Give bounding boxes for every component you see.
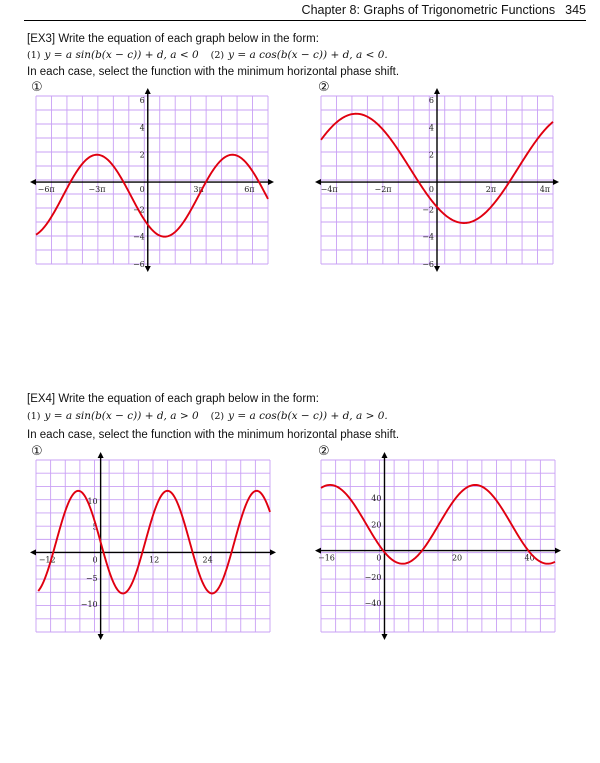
y-tick-label: −4 [132, 232, 145, 242]
grid [36, 460, 270, 632]
x-tick-label: 40 [524, 553, 535, 563]
x-axis-arrow-left [30, 549, 36, 555]
y-axis-arrow-up [381, 452, 387, 458]
ex4-instruction: In each case, select the function with the minimum horizontal phase shift. [27, 429, 400, 441]
y-tick-label: 4 [139, 123, 145, 133]
y-tick-label: 10 [87, 497, 98, 507]
ex3-form2: y = a cos(b(x − c)) + d, a < 0. [228, 49, 388, 61]
curve [38, 491, 270, 594]
y-tick-label: 20 [371, 520, 382, 530]
x-tick-label: 2π [485, 185, 497, 195]
curve [36, 155, 268, 237]
x-tick-label: 4π [539, 185, 551, 195]
x-tick-label: −4π [320, 185, 338, 195]
y-tick-label: 4 [428, 123, 434, 133]
y-tick-label: 2 [139, 150, 145, 160]
x-tick-label: −16 [317, 553, 335, 563]
x-tick-label: 0 [376, 553, 382, 563]
x-axis-arrow-right [555, 548, 561, 554]
y-axis-arrow-down [145, 266, 151, 272]
x-axis-arrow-left [30, 179, 36, 185]
page-header [302, 3, 586, 17]
y-tick-label: −6 [422, 260, 434, 269]
y-axis-arrow-down [381, 634, 387, 640]
y-tick-label: 6 [428, 96, 434, 106]
ex4-form2-tag: (2) [210, 411, 225, 422]
ex3-forms [27, 49, 388, 61]
x-tick-label: −12 [38, 555, 56, 565]
ex3-form1-tag: (1) [27, 50, 41, 61]
x-tick-label: −2π [374, 185, 392, 195]
page-number: 345 [565, 3, 586, 17]
ex3-graph2-label: ② [318, 80, 330, 95]
ex4-graph1-label: ① [31, 444, 43, 459]
ex4-form1: y = a sin(b(x − c)) + d, a > 0 [44, 410, 199, 422]
y-axis-arrow-up [434, 88, 440, 94]
ex4-title: [EX4] Write the equation of each graph below in the form: [27, 393, 319, 405]
ex4-graph1-chart [36, 460, 270, 632]
ex4-forms [27, 410, 388, 422]
x-axis-arrow-right [553, 179, 559, 185]
grid [321, 460, 555, 632]
y-tick-label: 6 [139, 96, 145, 106]
ex3-graph1-label: ① [31, 80, 43, 95]
ex3-form2-tag: (2) [210, 50, 225, 61]
ex4-form1-tag: (1) [27, 411, 41, 422]
x-tick-label: 3π [193, 185, 204, 195]
y-tick-label: −4 [422, 232, 434, 242]
y-tick-label: 5 [92, 522, 98, 532]
ex3-title: [EX3] Write the equation of each graph below in the form: [27, 33, 319, 45]
y-tick-label: 40 [371, 494, 382, 504]
y-axis-arrow-down [434, 266, 440, 272]
y-tick-label: 2 [428, 150, 434, 160]
x-tick-label: 24 [202, 555, 213, 565]
y-axis-arrow-up [145, 88, 151, 94]
x-tick-label: −3π [88, 185, 106, 195]
y-tick-label: −40 [364, 599, 382, 609]
y-tick-label: −2 [132, 205, 145, 215]
x-tick-label: 0 [139, 185, 145, 195]
x-tick-label: −6π [37, 185, 55, 195]
ex3-graph1-chart [36, 96, 268, 269]
x-tick-label: 20 [451, 553, 463, 563]
ex4-form2: y = a cos(b(x − c)) + d, a > 0. [228, 410, 388, 422]
ex4-graph2-label: ② [318, 444, 330, 459]
y-tick-label: −6 [132, 260, 145, 269]
chapter-title: Chapter 8: Graphs of Trigonometric Functions [301, 3, 556, 17]
y-tick-label: −10 [80, 599, 98, 609]
ex3-graph2-chart [320, 96, 553, 269]
x-tick-label: 0 [92, 555, 98, 565]
x-axis-arrow-right [270, 549, 276, 555]
x-tick-label: 0 [428, 185, 434, 195]
ex3-form1: y = a sin(b(x − c)) + d, a < 0 [44, 49, 199, 61]
y-axis-arrow-up [98, 452, 104, 458]
header-rule [24, 20, 586, 21]
ex3-instruction: In each case, select the function with the minimum horizontal phase shift. [27, 66, 400, 78]
y-tick-label: −20 [364, 572, 382, 582]
y-axis-arrow-down [98, 634, 104, 640]
ex4-graph2-chart [317, 460, 555, 632]
y-tick-label: −2 [422, 205, 434, 215]
x-axis-arrow-right [268, 179, 274, 185]
y-tick-label: −5 [85, 574, 98, 584]
x-tick-label: 6π [244, 185, 255, 195]
x-tick-label: 12 [149, 555, 160, 565]
